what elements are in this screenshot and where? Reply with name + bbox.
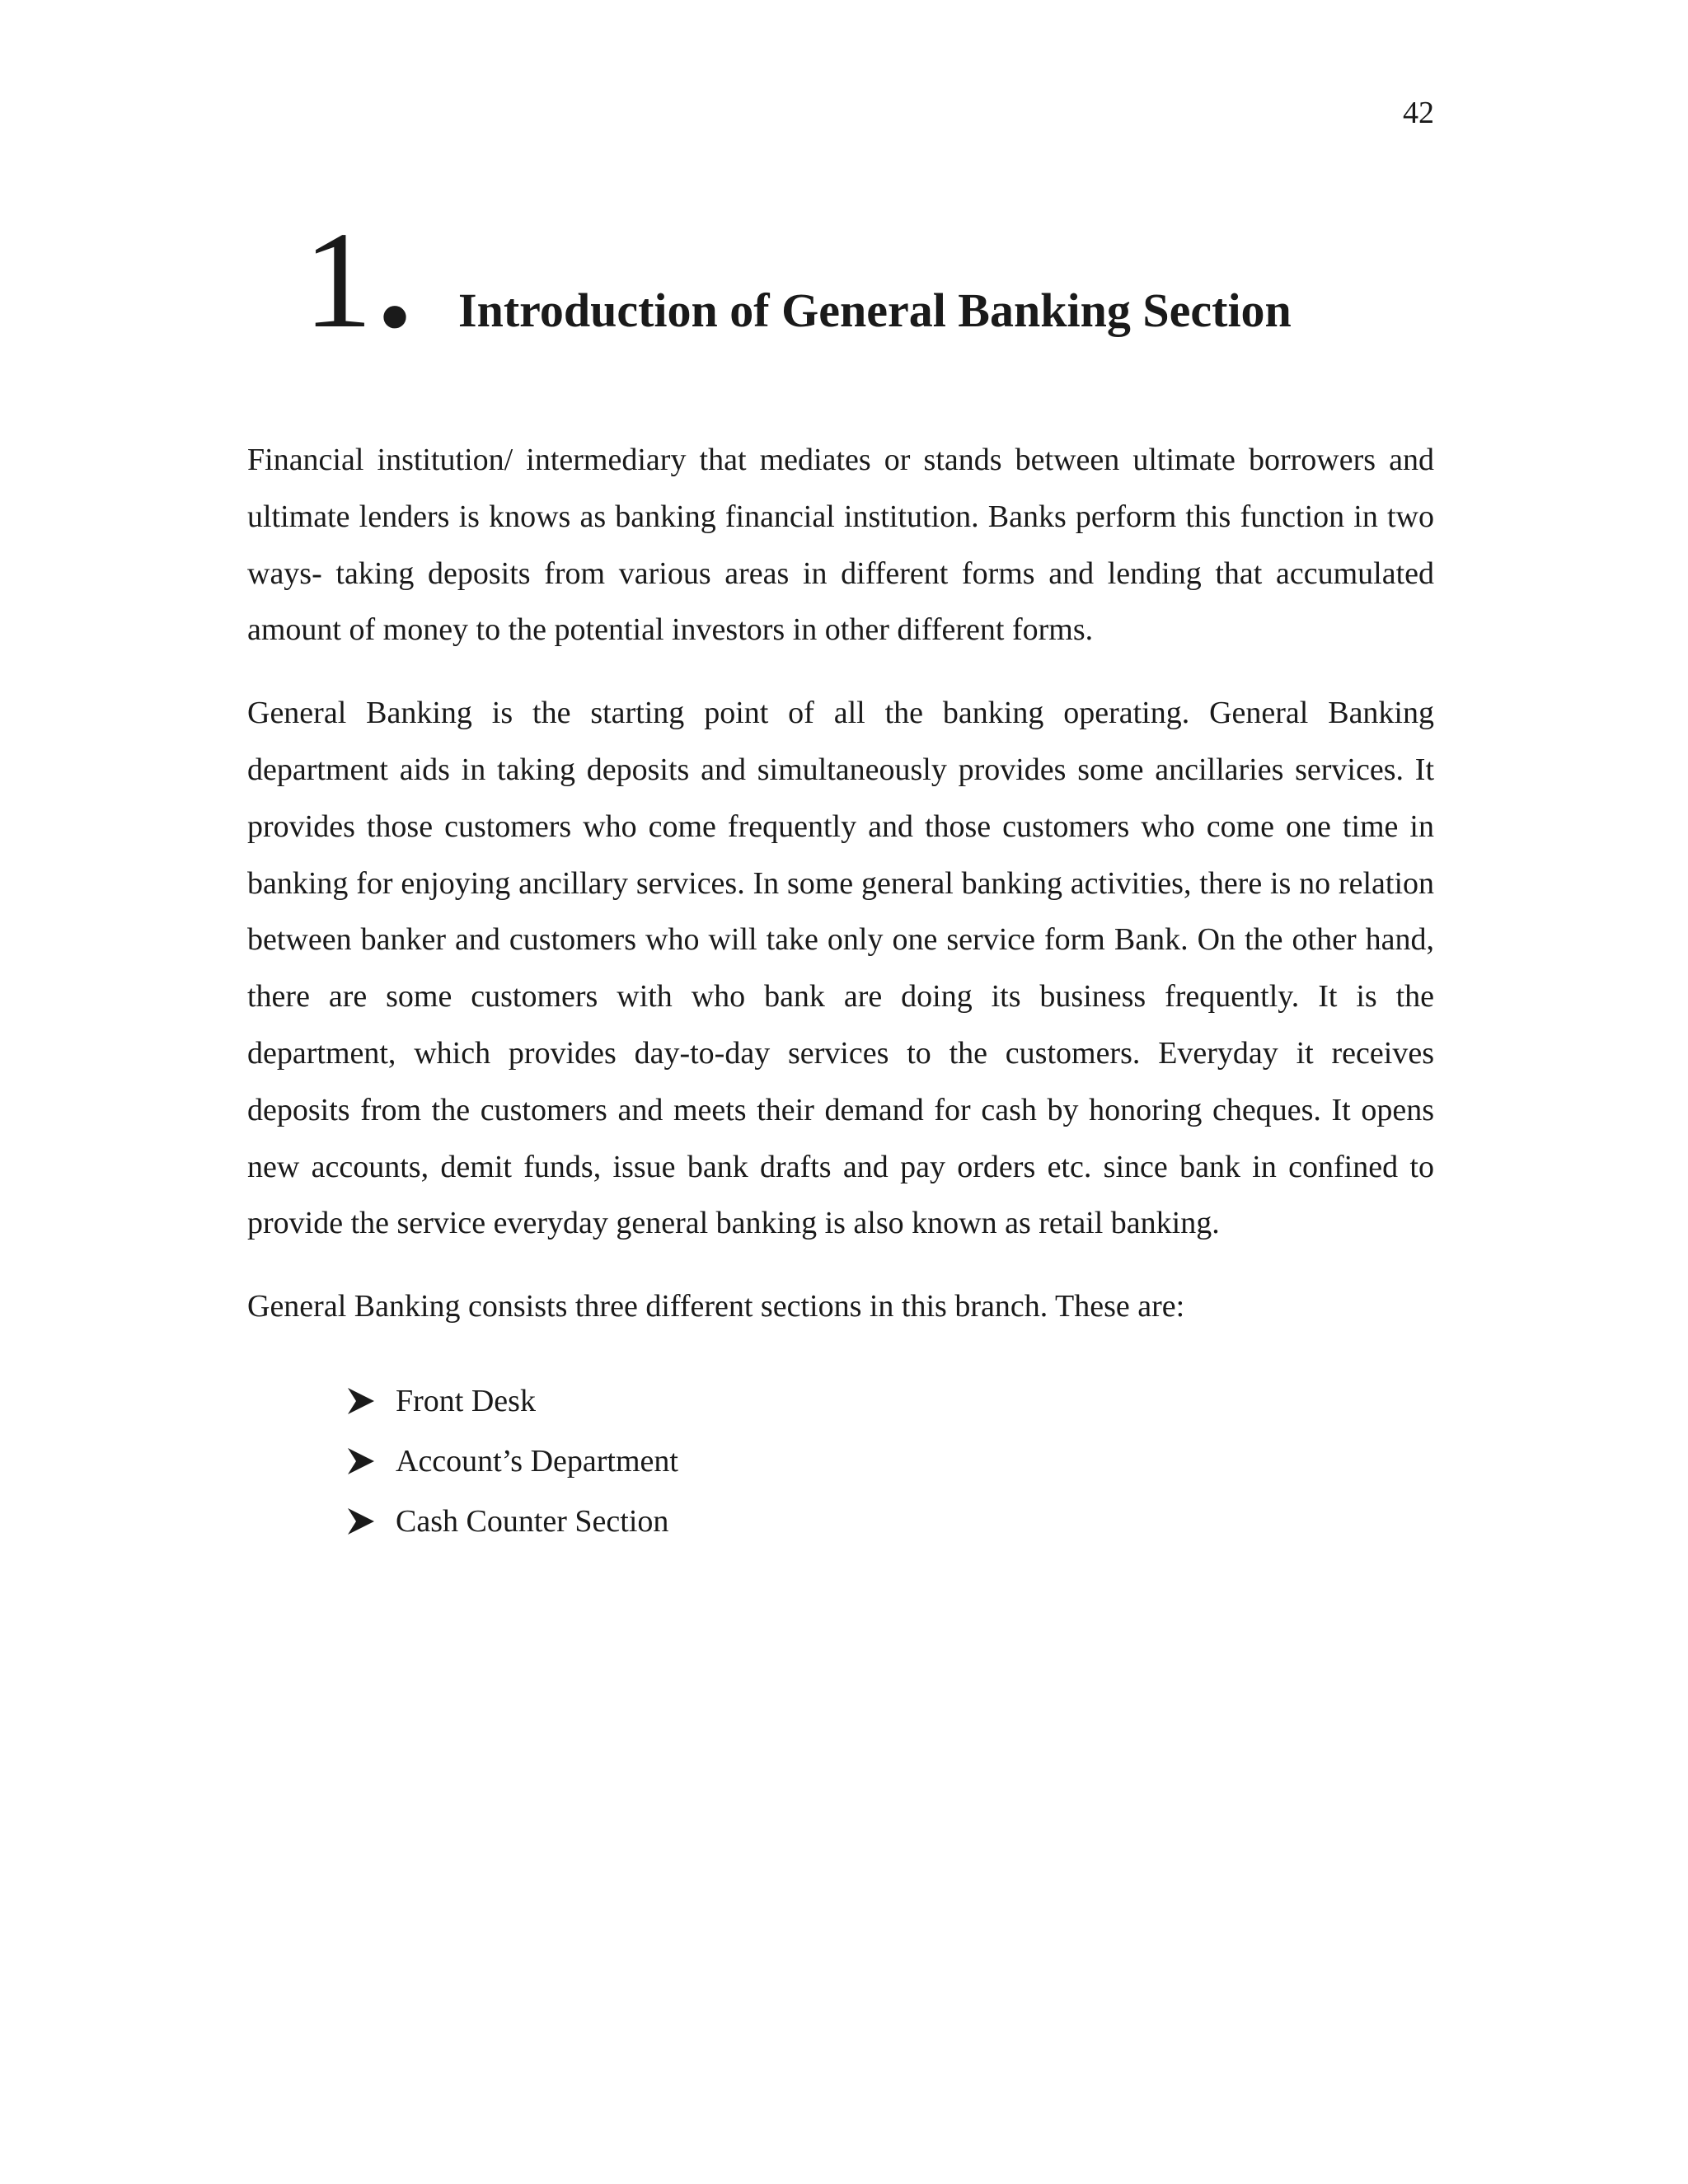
heading-dot: . (377, 204, 412, 357)
list-item-label: Front Desk (396, 1383, 536, 1418)
arrowhead-bullet-icon (346, 1385, 396, 1418)
paragraph-intro: Financial institution/ intermediary that mediates or stands between ultimate borrowers and ultimate lenders is knows as banking financial institution. Banks perform this function in two ways- taking deposits from various areas in different forms and lending that accumulated amount of money to the potential investors in other different forms. (247, 443, 1434, 648)
section-list (346, 1371, 1434, 1552)
list-item-label: Account’s Department (396, 1443, 678, 1479)
page-number: 42 (1403, 96, 1434, 130)
arrowhead-bullet-icon (346, 1445, 396, 1478)
list-item-label: Cash Counter Section (396, 1503, 669, 1539)
heading-number: 1 (303, 204, 373, 357)
paragraph-sections: General Banking consists three different sections in this branch. These are: (247, 1289, 1185, 1324)
list-item (346, 1371, 1434, 1432)
section-heading (303, 204, 1292, 357)
list-item (346, 1492, 1434, 1552)
list-item (346, 1432, 1434, 1492)
arrowhead-bullet-icon (346, 1505, 396, 1538)
heading-title: Introduction of General Banking Section (458, 284, 1292, 337)
body-text (247, 432, 1434, 1552)
paragraph-general-banking: General Banking is the starting point of all the banking operating. General Banking department aids in taking deposits and simultaneously provides some ancillaries services. It provides those customers who come frequently and those customers who come one time in banking for enjoying ancillary services. In some general banking activities, there is no relation between banker and customers who will take only one service form Bank. On the other hand, there are some customers with who bank are doing its business frequently. It is the department, which provides day-to-day services to the customers. Everyday it receives deposits from the customers and meets their demand for cash by honoring cheques. It opens new accounts, demit funds, issue bank drafts and pay orders etc. since bank in confined to provide the service everyday general banking is also known as retail banking. (247, 696, 1434, 1241)
